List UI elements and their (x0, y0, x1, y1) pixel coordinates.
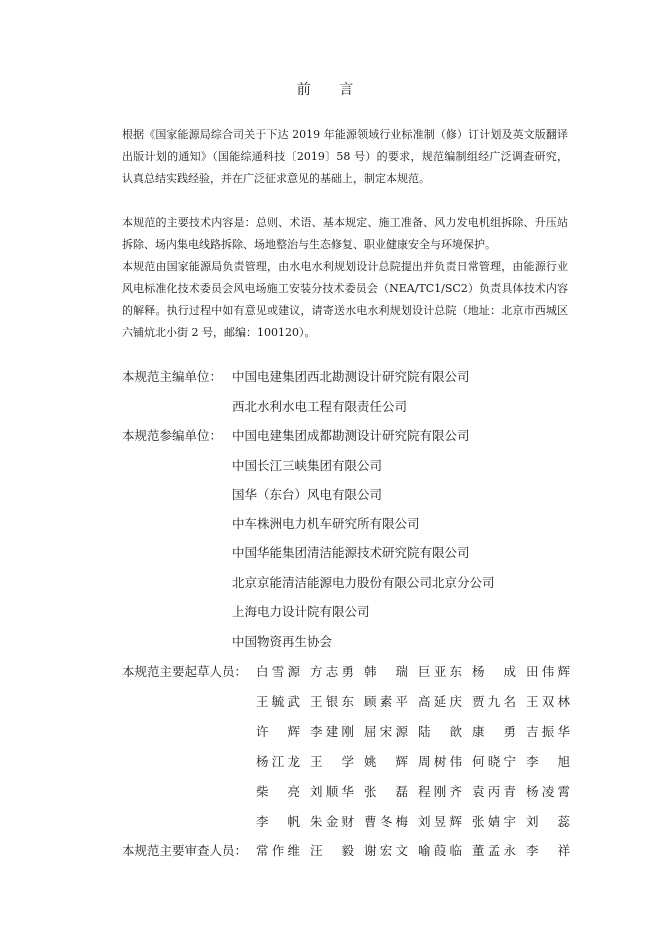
drafters-label: 本规范主要起草人员： (122, 664, 248, 679)
drafter-name: 曹冬梅 (364, 814, 408, 829)
co-editor-unit: 中车株洲电力机车研究所有限公司 (232, 516, 420, 531)
drafter-name: 周树伟 (418, 754, 462, 769)
drafter-name: 李建刚 (310, 724, 354, 739)
chief-editor-unit: 西北水利水电工程有限责任公司 (232, 399, 408, 414)
reviewer-name: 喻葭临 (418, 843, 462, 858)
drafter-name: 白雪源 (256, 664, 300, 679)
chief-editor-unit: 中国电建集团西北勘测设计研究院有限公司 (232, 369, 470, 384)
drafter-name: 王银东 (310, 694, 354, 709)
drafter-name: 刘顺华 (310, 784, 354, 799)
chief-editor-label: 本规范主编单位： (122, 369, 223, 384)
drafter-name: 王双林 (526, 694, 570, 709)
drafter-name: 田伟辉 (526, 664, 570, 679)
co-editor-unit: 上海电力设计院有限公司 (232, 604, 370, 619)
co-editor-unit: 北京京能清洁能源电力股份有限公司北京分公司 (232, 575, 495, 590)
co-editor-label: 本规范参编单位： (122, 428, 223, 443)
reviewer-name: 谢宏文 (364, 843, 408, 858)
drafter-name: 吉振华 (526, 724, 570, 739)
drafter-name: 康勇 (472, 724, 516, 739)
drafter-name: 袁丙青 (472, 784, 516, 799)
drafter-name: 王学 (310, 754, 354, 769)
co-editor-unit: 国华（东台）风电有限公司 (232, 487, 383, 502)
paragraph: 根据《国家能源局综合司关于下达 2019 年能源领域行业标准制（修）订计划及英文版翻译出版计划的通知》（国能综通科技〔2019〕58 号）的要求，规范编制组经广泛调查研究，认真总结实践经验，并在广泛征求意见的基础上，制定本规范。 (122, 128, 568, 185)
drafter-name: 程刚齐 (418, 784, 462, 799)
drafter-name: 贾九名 (472, 694, 516, 709)
drafter-name: 许辉 (256, 724, 300, 739)
co-editor-unit: 中国物资再生协会 (232, 634, 333, 649)
drafter-name: 刘蕊 (526, 814, 570, 829)
drafter-name: 王毓武 (256, 694, 300, 709)
drafter-name: 李帆 (256, 814, 300, 829)
reviewer-name: 常作维 (256, 843, 300, 858)
drafter-name: 高延庆 (418, 694, 462, 709)
drafter-name: 张磊 (364, 784, 408, 799)
drafter-name: 方志勇 (310, 664, 354, 679)
drafter-name: 屈宋源 (364, 724, 408, 739)
drafter-name: 杨江龙 (256, 754, 300, 769)
drafter-name: 张婧宇 (472, 814, 516, 829)
reviewer-name: 董孟永 (472, 843, 516, 858)
co-editor-unit: 中国华能集团清洁能源技术研究院有限公司 (232, 545, 470, 560)
drafter-name: 柴亮 (256, 784, 300, 799)
page-title: 前 言 (296, 82, 366, 98)
paragraph: 本规范的主要技术内容是：总则、术语、基本规定、施工准备、风力发电机组拆除、升压站拆除、场内集电线路拆除、场地整治与生态修复、职业健康安全与环境保护。 (122, 216, 568, 251)
drafter-name: 杨成 (472, 664, 516, 679)
drafter-name: 姚辉 (364, 754, 408, 769)
drafter-name: 刘昱辉 (418, 814, 462, 829)
co-editor-unit: 中国电建集团成都勘测设计研究院有限公司 (232, 428, 470, 443)
drafter-name: 何晓宁 (472, 754, 516, 769)
drafter-name: 顾素平 (364, 694, 408, 709)
reviewers-label: 本规范主要审查人员： (122, 843, 248, 858)
drafter-name: 韩瑞 (364, 664, 408, 679)
drafter-name: 杨凌霄 (526, 784, 570, 799)
co-editor-unit: 中国长江三峡集团有限公司 (232, 458, 383, 473)
reviewer-name: 李祥 (526, 843, 570, 858)
drafter-name: 巨亚东 (418, 664, 462, 679)
drafter-name: 朱金财 (310, 814, 354, 829)
drafter-name: 陆歆 (418, 724, 462, 739)
drafter-name: 李旭 (526, 754, 570, 769)
reviewer-name: 汪毅 (310, 843, 354, 858)
paragraph: 本规范由国家能源局负责管理，由水电水利规划设计总院提出并负责日常管理，由能源行业风电标准化技术委员会风电场施工安装分技术委员会（NEA/TC1/SC2）负责具体技术内容的解释。执行过程中如有意见或建议，请寄送水电水利规划设计总院（地址：北京市西城区六铺炕北小街 2 号，邮编：100120）。 (122, 260, 568, 339)
